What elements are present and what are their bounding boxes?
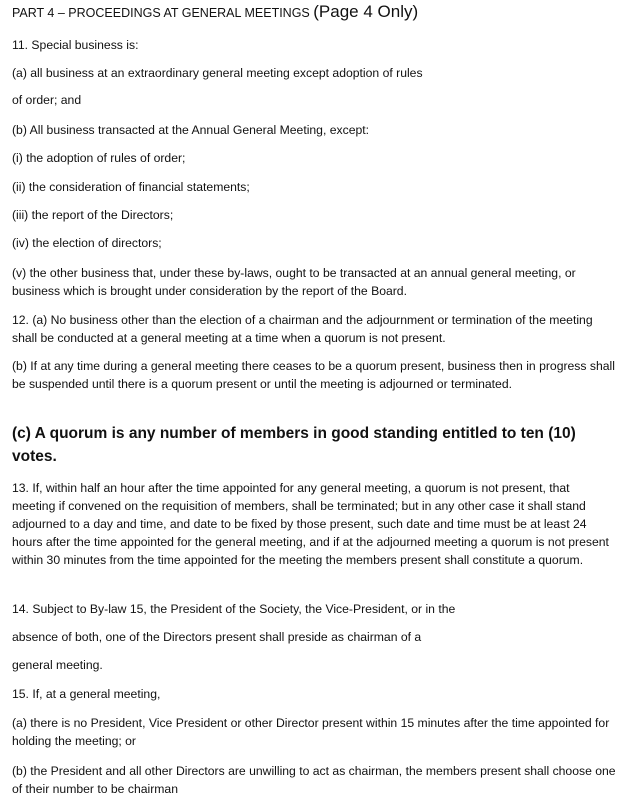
heading-suffix: (Page 4 Only) <box>313 2 419 21</box>
heading-main: PART 4 – PROCEEDINGS AT GENERAL MEETINGS <box>12 6 310 20</box>
paragraph: absence of both, one of the Directors present shall preside as chairman of a <box>12 630 422 644</box>
paragraph: (ii) the consideration of financial statements; <box>12 180 250 194</box>
paragraph: (a) all business at an extraordinary general meeting except adoption of rules <box>12 66 423 80</box>
paragraph: 14. Subject to By-law 15, the President of the Society, the Vice-President, or in the <box>12 602 456 616</box>
paragraph: 12. (a) No business other than the election of a chairman and the adjournment or termination of the meeting shall be conducted at a general meeting at a time when a quorum is not present. <box>12 313 593 345</box>
paragraph: (a) there is no President, Vice President or other Director present within 15 minutes after the time appointed for holding the meeting; or <box>12 716 610 748</box>
paragraph: (b) the President and all other Directors are unwilling to act as chairman, the members present shall choose one of their number to be chairman <box>12 764 616 796</box>
paragraph: (iii) the report of the Directors; <box>12 208 174 222</box>
paragraph: (iv) the election of directors; <box>12 236 162 250</box>
paragraph: of order; and <box>12 93 82 107</box>
paragraph: 15. If, at a general meeting, <box>12 687 161 701</box>
paragraph: 13. If, within half an hour after the time appointed for any general meeting, a quorum is not present, that meeting if convened on the requisition of members, shall be terminated; but in any other case it shall stand adjourned to a day and time, and date to be fixed by those present, such date and time must be at least 24 hours after the time appointed for the general meeting, and if at the adjourned meeting a quorum is not present within 30 minutes from the time appointed for the meeting the members present shall constitute a quorum. <box>12 481 609 567</box>
page-heading <box>12 2 418 23</box>
paragraph: (i) the adoption of rules of order; <box>12 151 186 165</box>
paragraph: 11. Special business is: <box>12 38 139 52</box>
paragraph: (b) All business transacted at the Annual General Meeting, except: <box>12 123 370 137</box>
paragraph: (v) the other business that, under these by-laws, ought to be transacted at an annual general meeting, or business which is brought under consideration by the report of the Board. <box>12 266 576 298</box>
quorum-paragraph: (c) A quorum is any number of members in good standing entitled to ten (10) votes. <box>12 425 576 465</box>
paragraph: general meeting. <box>12 658 103 672</box>
paragraph: (b) If at any time during a general meeting there ceases to be a quorum present, business then in progress shall be suspended until there is a quorum present or until the meeting is adjourned or terminated. <box>12 359 615 391</box>
